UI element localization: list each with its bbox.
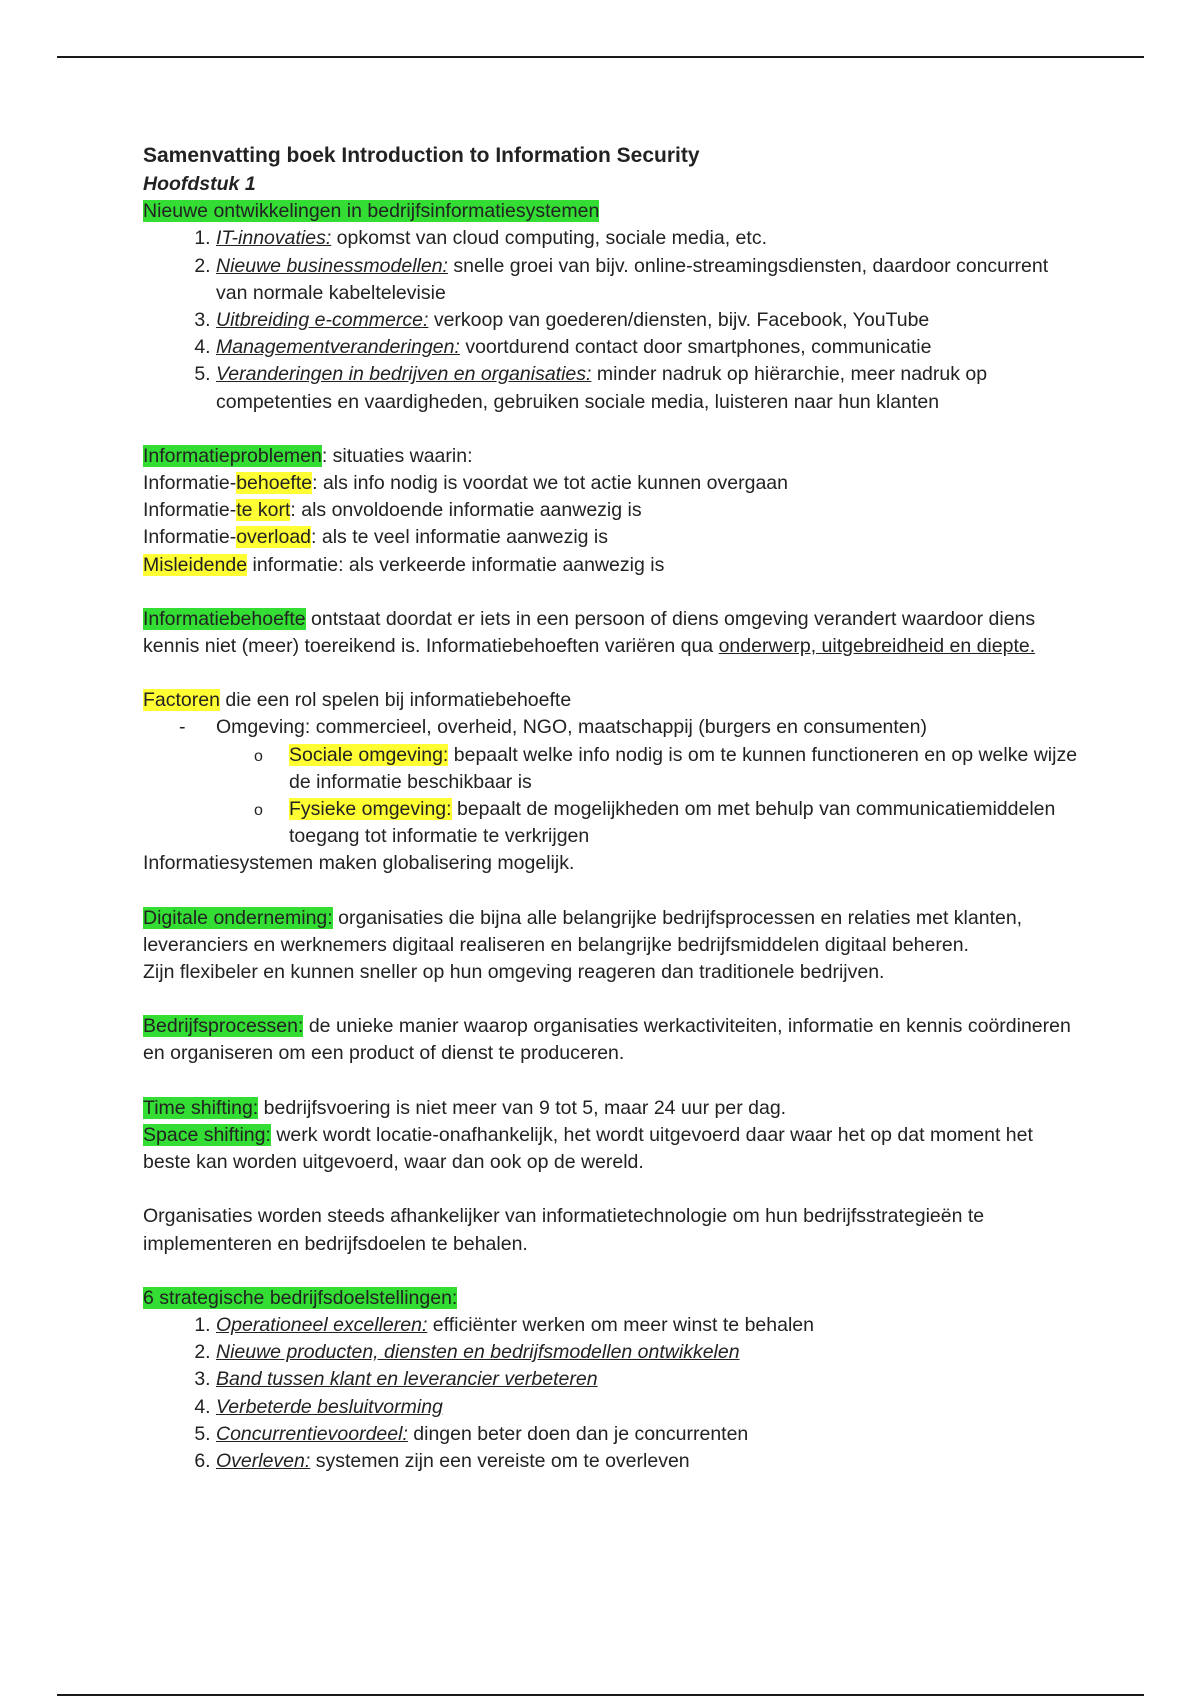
- bottom-rule: [57, 1694, 1144, 1696]
- list-item: 3. Uitbreiding e-commerce: verkoop van goederen/diensten, bijv. Facebook, YouTube: [216, 307, 1083, 334]
- list-item: 2. Nieuwe producten, diensten en bedrijfsmodellen ontwikkelen: [216, 1339, 1083, 1366]
- list-item: 2. Nieuwe businessmodellen: snelle groei van bijv. online-streamingsdiensten, daardoor concurrent van normale kabeltelevisie: [216, 253, 1083, 307]
- list-item: 6. Overleven: systemen zijn een vereiste om te overleven: [216, 1448, 1083, 1475]
- list-item: 1. Operationeel excelleren: efficiënter werken om meer winst te behalen: [216, 1312, 1083, 1339]
- section-heading-developments: Nieuwe ontwikkelingen in bedrijfsinformatiesystemen: [143, 200, 600, 223]
- globalisation-line: Informatiesystemen maken globalisering mogelijk.: [143, 852, 575, 875]
- developments-list: [143, 225, 1083, 415]
- list-item: 5. Concurrentievoordeel: dingen beter doen dan je concurrenten: [216, 1421, 1083, 1448]
- problem-line: Informatie-behoefte: als info nodig is voordat we tot actie kunnen overgaan: [143, 472, 788, 495]
- list-item: o Fysieke omgeving: bepaalt de mogelijkheden om met behulp van communicatiemiddelen toegang tot informatie te verkrijgen: [216, 796, 1083, 850]
- list-item: 4. Verbeterde besluitvorming: [216, 1394, 1083, 1421]
- problem-line: Informatie-overload: als te veel informatie aanwezig is: [143, 526, 608, 549]
- list-item: o Sociale omgeving: bepaalt welke info nodig is om te kunnen functioneren en op welke wijze de informatie beschikbaar is: [216, 742, 1083, 796]
- it-dependency-paragraph: Organisaties worden steeds afhankelijker van informatietechnologie om hun bedrijfsstrategieën te implementeren en bedrijfsdoelen te behalen.: [143, 1205, 985, 1255]
- space-shifting-paragraph: Space shifting: werk wordt locatie-onafhankelijk, het wordt uitgevoerd daar waar het op dat moment het beste kan worden uitgevoerd, waar dan ook op de wereld.: [143, 1123, 1033, 1174]
- time-shifting-line: Time shifting: bedrijfsvoering is niet meer van 9 tot 5, maar 24 uur per dag.: [143, 1096, 787, 1119]
- factors-list: [143, 714, 1083, 850]
- list-item: 1. IT-innovaties: opkomst van cloud computing, sociale media, etc.: [216, 225, 1083, 252]
- business-processes-paragraph: Bedrijfsprocessen: de unieke manier waarop organisaties werkactiviteiten, informatie en kennis coördineren en organiseren om een product of dienst te produceren.: [143, 1015, 1071, 1065]
- top-rule: [57, 56, 1144, 58]
- information-problems-intro: Informatieproblemen: situaties waarin:: [143, 444, 473, 467]
- document-title: Samenvatting boek Introduction to Information Security: [143, 144, 700, 167]
- environment-sublist: [216, 742, 1083, 851]
- factors-intro: Factoren die een rol spelen bij informatiebehoefte: [143, 689, 572, 712]
- problem-line: Informatie-te kort: als onvoldoende informatie aanwezig is: [143, 499, 642, 522]
- strategic-goals-list: [143, 1312, 1083, 1475]
- section-heading-strategic-goals: 6 strategische bedrijfsdoelstellingen:: [143, 1286, 458, 1309]
- list-item: 3. Band tussen klant en leverancier verbeteren: [216, 1366, 1083, 1393]
- chapter-heading: Hoofdstuk 1: [143, 173, 256, 195]
- information-need-paragraph: Informatiebehoefte ontstaat doordat er iets in een persoon of diens omgeving verandert waardoor diens kennis niet (meer) toereikend is. Informatiebehoeften variëren qua onderwerp, uitgebreidheid en diepte.: [143, 607, 1036, 658]
- list-item: 5. Veranderingen in bedrijven en organisaties: minder nadruk op hiërarchie, meer nadruk op competenties en vaardigheden, gebruiken sociale media, luisteren naar hun klanten: [216, 361, 1083, 415]
- digital-enterprise-paragraph: Digitale onderneming: organisaties die bijna alle belangrijke bedrijfsprocessen en relaties met klanten, leveranciers en werknemers digitaal realiseren en belangrijke bedrijfsmiddelen digitaal beheren.: [143, 906, 1023, 956]
- document-body: [143, 141, 1083, 1475]
- list-item: 4. Managementveranderingen: voortdurend contact door smartphones, communicatie: [216, 334, 1083, 361]
- digital-enterprise-line2: Zijn flexibeler en kunnen sneller op hun omgeving reageren dan traditionele bedrijven.: [143, 961, 885, 984]
- list-item: - Omgeving: commercieel, overheid, NGO, maatschappij (burgers en consumenten) o Sociale omgeving: bepaalt welke info nodig is om te kunnen functioneren en op welke wijze de informatie beschikbaar is o Fysieke omgeving: bepaalt de mogelijkheden om met behulp van communicatiemiddelen toegang tot informatie te verkrijgen: [143, 714, 1083, 850]
- problem-line: Misleidende informatie: als verkeerde informatie aanwezig is: [143, 553, 665, 576]
